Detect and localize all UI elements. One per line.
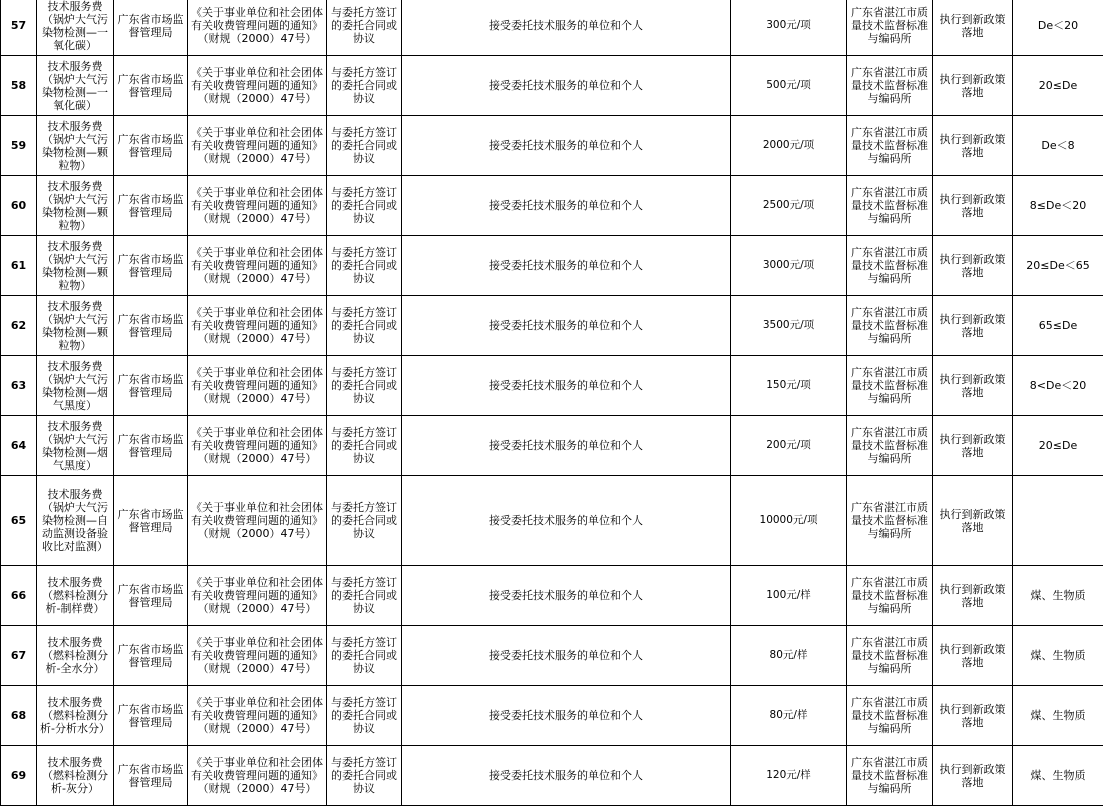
charge-method-cell: 与委托方签订的委托合同或协议 (327, 746, 402, 806)
table-row (1, 476, 1103, 566)
note-cell (1013, 476, 1103, 566)
item-name-cell: 技术服务费（锅炉大气污染物检测—颗粒物） (37, 236, 114, 296)
collecting-unit-cell: 广东省湛江市质量技术监督标准与编码所 (847, 116, 933, 176)
item-name-cell: 技术服务费（锅炉大气污染物检测—一氧化碳） (37, 56, 114, 116)
department-cell: 广东省市场监督管理局 (114, 416, 188, 476)
payer-cell: 接受委托技术服务的单位和个人 (402, 236, 731, 296)
payer-cell: 接受委托技术服务的单位和个人 (402, 116, 731, 176)
collecting-unit-cell: 广东省湛江市质量技术监督标准与编码所 (847, 626, 933, 686)
price-cell: 2000元/项 (731, 116, 847, 176)
payer-cell: 接受委托技术服务的单位和个人 (402, 416, 731, 476)
payer-cell: 接受委托技术服务的单位和个人 (402, 296, 731, 356)
table-row (1, 116, 1103, 176)
basis-document-cell: 《关于事业单位和社会团体有关收费管理问题的通知》（财规（2000）47号） (188, 236, 327, 296)
payer-cell: 接受委托技术服务的单位和个人 (402, 566, 731, 626)
table-row (1, 746, 1103, 806)
policy-term-cell: 执行到新政策落地 (933, 416, 1013, 476)
collecting-unit-cell: 广东省湛江市质量技术监督标准与编码所 (847, 416, 933, 476)
table-row (1, 626, 1103, 686)
price-cell: 10000元/项 (731, 476, 847, 566)
row-number: 69 (1, 746, 37, 806)
note-cell: 20≤De (1013, 56, 1103, 116)
table-body (1, 0, 1103, 806)
note-cell: 20≤De＜65 (1013, 236, 1103, 296)
basis-document-cell: 《关于事业单位和社会团体有关收费管理问题的通知》（财规（2000）47号） (188, 566, 327, 626)
item-name-cell: 技术服务费（锅炉大气污染物检测—颗粒物） (37, 116, 114, 176)
price-cell: 200元/项 (731, 416, 847, 476)
price-cell: 500元/项 (731, 56, 847, 116)
department-cell: 广东省市场监督管理局 (114, 236, 188, 296)
charge-method-cell: 与委托方签订的委托合同或协议 (327, 116, 402, 176)
item-name-cell: 技术服务费（锅炉大气污染物检测—烟气黑度） (37, 416, 114, 476)
payer-cell: 接受委托技术服务的单位和个人 (402, 746, 731, 806)
note-cell: 20≤De (1013, 416, 1103, 476)
payer-cell: 接受委托技术服务的单位和个人 (402, 176, 731, 236)
row-number: 60 (1, 176, 37, 236)
policy-term-cell: 执行到新政策落地 (933, 176, 1013, 236)
note-cell: 8≤De＜20 (1013, 176, 1103, 236)
policy-term-cell: 执行到新政策落地 (933, 476, 1013, 566)
collecting-unit-cell: 广东省湛江市质量技术监督标准与编码所 (847, 176, 933, 236)
policy-term-cell: 执行到新政策落地 (933, 746, 1013, 806)
price-cell: 3000元/项 (731, 236, 847, 296)
department-cell: 广东省市场监督管理局 (114, 476, 188, 566)
charge-method-cell: 与委托方签订的委托合同或协议 (327, 176, 402, 236)
department-cell: 广东省市场监督管理局 (114, 566, 188, 626)
table-row (1, 416, 1103, 476)
department-cell: 广东省市场监督管理局 (114, 626, 188, 686)
charge-method-cell: 与委托方签订的委托合同或协议 (327, 356, 402, 416)
payer-cell: 接受委托技术服务的单位和个人 (402, 56, 731, 116)
basis-document-cell: 《关于事业单位和社会团体有关收费管理问题的通知》（财规（2000）47号） (188, 116, 327, 176)
basis-document-cell: 《关于事业单位和社会团体有关收费管理问题的通知》（财规（2000）47号） (188, 416, 327, 476)
table-row (1, 0, 1103, 56)
basis-document-cell: 《关于事业单位和社会团体有关收费管理问题的通知》（财规（2000）47号） (188, 296, 327, 356)
department-cell: 广东省市场监督管理局 (114, 356, 188, 416)
price-cell: 80元/样 (731, 626, 847, 686)
row-number: 66 (1, 566, 37, 626)
row-number: 63 (1, 356, 37, 416)
department-cell: 广东省市场监督管理局 (114, 0, 188, 56)
row-number: 61 (1, 236, 37, 296)
payer-cell: 接受委托技术服务的单位和个人 (402, 476, 731, 566)
row-number: 64 (1, 416, 37, 476)
price-cell: 2500元/项 (731, 176, 847, 236)
item-name-cell: 技术服务费（燃料检测分析-制样费） (37, 566, 114, 626)
price-cell: 120元/样 (731, 746, 847, 806)
payer-cell: 接受委托技术服务的单位和个人 (402, 0, 731, 56)
charge-method-cell: 与委托方签订的委托合同或协议 (327, 626, 402, 686)
basis-document-cell: 《关于事业单位和社会团体有关收费管理问题的通知》（财规（2000）47号） (188, 476, 327, 566)
item-name-cell: 技术服务费（锅炉大气污染物检测—颗粒物） (37, 296, 114, 356)
collecting-unit-cell: 广东省湛江市质量技术监督标准与编码所 (847, 296, 933, 356)
row-number: 65 (1, 476, 37, 566)
item-name-cell: 技术服务费（燃料检测分析-灰分） (37, 746, 114, 806)
policy-term-cell: 执行到新政策落地 (933, 626, 1013, 686)
row-number: 58 (1, 56, 37, 116)
policy-term-cell: 执行到新政策落地 (933, 56, 1013, 116)
policy-term-cell: 执行到新政策落地 (933, 116, 1013, 176)
department-cell: 广东省市场监督管理局 (114, 116, 188, 176)
payer-cell: 接受委托技术服务的单位和个人 (402, 686, 731, 746)
table-row (1, 56, 1103, 116)
table-row (1, 356, 1103, 416)
basis-document-cell: 《关于事业单位和社会团体有关收费管理问题的通知》（财规（2000）47号） (188, 356, 327, 416)
item-name-cell: 技术服务费（锅炉大气污染物检测—颗粒物） (37, 176, 114, 236)
collecting-unit-cell: 广东省湛江市质量技术监督标准与编码所 (847, 566, 933, 626)
collecting-unit-cell: 广东省湛江市质量技术监督标准与编码所 (847, 56, 933, 116)
charge-method-cell: 与委托方签订的委托合同或协议 (327, 686, 402, 746)
charge-method-cell: 与委托方签订的委托合同或协议 (327, 476, 402, 566)
basis-document-cell: 《关于事业单位和社会团体有关收费管理问题的通知》（财规（2000）47号） (188, 0, 327, 56)
basis-document-cell: 《关于事业单位和社会团体有关收费管理问题的通知》（财规（2000）47号） (188, 686, 327, 746)
department-cell: 广东省市场监督管理局 (114, 746, 188, 806)
row-number: 57 (1, 0, 37, 56)
policy-term-cell: 执行到新政策落地 (933, 296, 1013, 356)
policy-term-cell: 执行到新政策落地 (933, 236, 1013, 296)
collecting-unit-cell: 广东省湛江市质量技术监督标准与编码所 (847, 746, 933, 806)
collecting-unit-cell: 广东省湛江市质量技术监督标准与编码所 (847, 356, 933, 416)
department-cell: 广东省市场监督管理局 (114, 56, 188, 116)
note-cell: De＜8 (1013, 116, 1103, 176)
department-cell: 广东省市场监督管理局 (114, 686, 188, 746)
table-row (1, 296, 1103, 356)
note-cell: 煤、生物质 (1013, 566, 1103, 626)
basis-document-cell: 《关于事业单位和社会团体有关收费管理问题的通知》（财规（2000）47号） (188, 626, 327, 686)
row-number: 59 (1, 116, 37, 176)
collecting-unit-cell: 广东省湛江市质量技术监督标准与编码所 (847, 476, 933, 566)
item-name-cell: 技术服务费（锅炉大气污染物检测—烟气黑度） (37, 356, 114, 416)
table-row (1, 686, 1103, 746)
payer-cell: 接受委托技术服务的单位和个人 (402, 626, 731, 686)
charge-method-cell: 与委托方签订的委托合同或协议 (327, 236, 402, 296)
note-cell: 煤、生物质 (1013, 626, 1103, 686)
department-cell: 广东省市场监督管理局 (114, 296, 188, 356)
basis-document-cell: 《关于事业单位和社会团体有关收费管理问题的通知》（财规（2000）47号） (188, 176, 327, 236)
price-cell: 3500元/项 (731, 296, 847, 356)
payer-cell: 接受委托技术服务的单位和个人 (402, 356, 731, 416)
note-cell: 8<De＜20 (1013, 356, 1103, 416)
row-number: 62 (1, 296, 37, 356)
basis-document-cell: 《关于事业单位和社会团体有关收费管理问题的通知》（财规（2000）47号） (188, 746, 327, 806)
note-cell: 煤、生物质 (1013, 746, 1103, 806)
department-cell: 广东省市场监督管理局 (114, 176, 188, 236)
charge-method-cell: 与委托方签订的委托合同或协议 (327, 0, 402, 56)
note-cell: 65≤De (1013, 296, 1103, 356)
table-row (1, 236, 1103, 296)
policy-term-cell: 执行到新政策落地 (933, 566, 1013, 626)
collecting-unit-cell: 广东省湛江市质量技术监督标准与编码所 (847, 236, 933, 296)
table-row (1, 176, 1103, 236)
row-number: 68 (1, 686, 37, 746)
price-cell: 100元/样 (731, 566, 847, 626)
price-cell: 80元/样 (731, 686, 847, 746)
item-name-cell: 技术服务费（锅炉大气污染物检测—自动监测设备验收比对监测） (37, 476, 114, 566)
charge-method-cell: 与委托方签订的委托合同或协议 (327, 56, 402, 116)
note-cell: 煤、生物质 (1013, 686, 1103, 746)
collecting-unit-cell: 广东省湛江市质量技术监督标准与编码所 (847, 0, 933, 56)
note-cell: De＜20 (1013, 0, 1103, 56)
policy-term-cell: 执行到新政策落地 (933, 686, 1013, 746)
price-cell: 300元/项 (731, 0, 847, 56)
policy-term-cell: 执行到新政策落地 (933, 0, 1013, 56)
collecting-unit-cell: 广东省湛江市质量技术监督标准与编码所 (847, 686, 933, 746)
item-name-cell: 技术服务费（燃料检测分析-分析水分） (37, 686, 114, 746)
item-name-cell: 技术服务费（锅炉大气污染物检测—一氧化碳） (37, 0, 114, 56)
price-cell: 150元/项 (731, 356, 847, 416)
basis-document-cell: 《关于事业单位和社会团体有关收费管理问题的通知》（财规（2000）47号） (188, 56, 327, 116)
charge-method-cell: 与委托方签订的委托合同或协议 (327, 296, 402, 356)
row-number: 67 (1, 626, 37, 686)
policy-term-cell: 执行到新政策落地 (933, 356, 1013, 416)
item-name-cell: 技术服务费（燃料检测分析-全水分） (37, 626, 114, 686)
charge-method-cell: 与委托方签订的委托合同或协议 (327, 566, 402, 626)
table-row (1, 566, 1103, 626)
charge-method-cell: 与委托方签订的委托合同或协议 (327, 416, 402, 476)
